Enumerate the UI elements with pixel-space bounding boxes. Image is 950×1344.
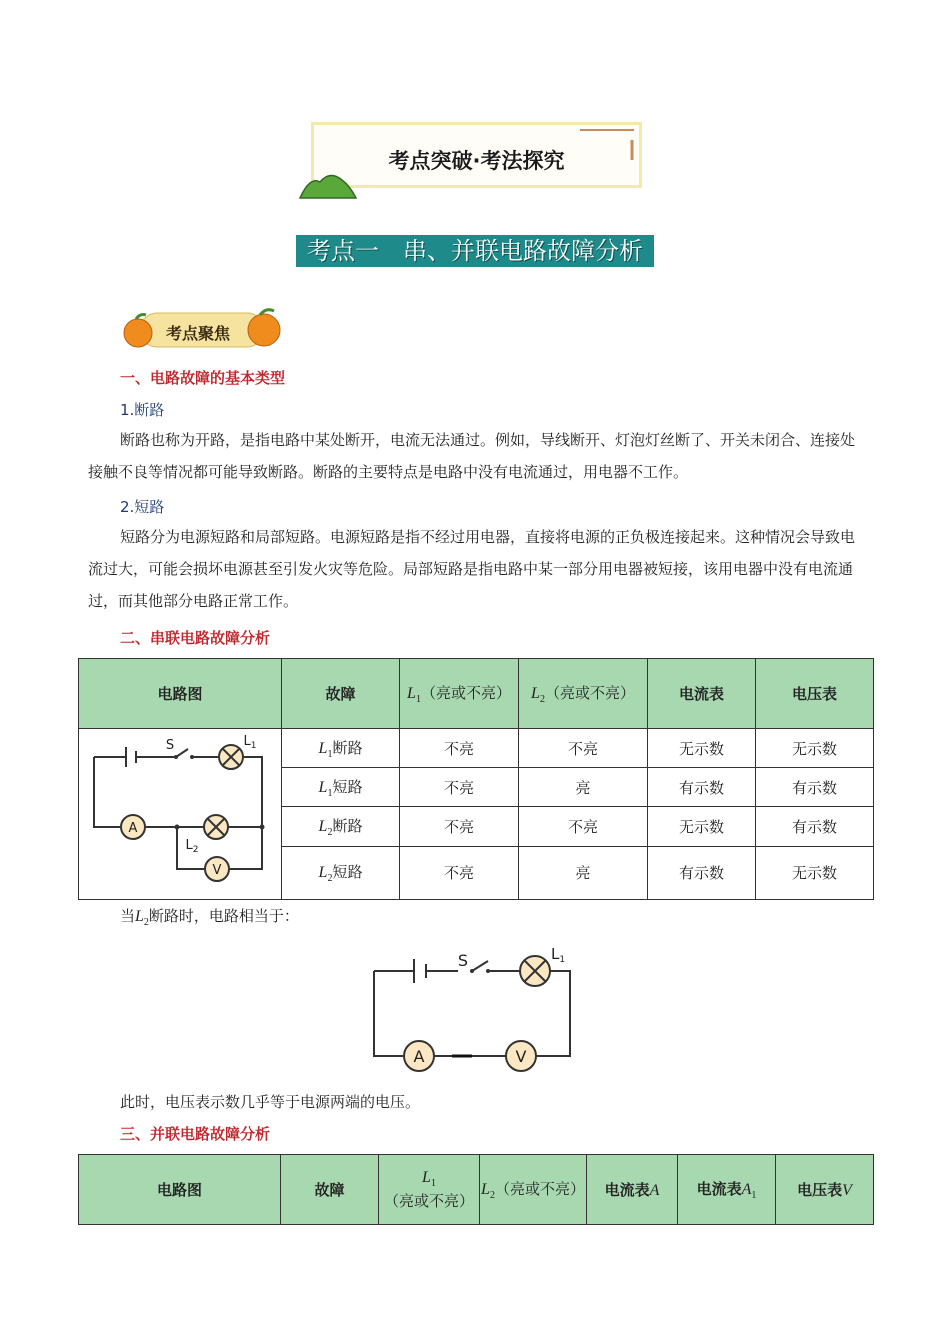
header-voltmeter: 电压表V xyxy=(776,1155,874,1225)
lamp2-icon xyxy=(204,815,228,839)
fault-cell: $L_2$断路 xyxy=(282,807,400,846)
l1-cell: 不亮 xyxy=(400,729,519,768)
equivalent-note: 当$L_2$断路时，电路相当于： xyxy=(120,907,299,929)
fault-cell: $L_1$短路 xyxy=(282,768,400,807)
ammeter-cell: 有示数 xyxy=(648,768,756,807)
header-l2: $L_2$（亮或不亮） xyxy=(480,1155,587,1225)
voltmeter-cell: 无示数 xyxy=(756,729,874,768)
ammeter-label: A xyxy=(128,821,138,836)
header-fault: 故障 xyxy=(282,659,400,729)
open-circuit-label: 1.断路 xyxy=(120,401,165,419)
header-ammeter-a1: 电流表$A_1$ xyxy=(678,1155,776,1225)
header-voltmeter: 电压表 xyxy=(756,659,874,729)
conclusion-text: 此时，电压表示数几乎等于电源两端的电压。 xyxy=(120,1093,421,1111)
header-l1: $L_1$（亮或不亮） xyxy=(379,1155,480,1225)
point-title: 考点一 串、并联电路故障分析 xyxy=(296,235,654,267)
table-row xyxy=(79,729,874,768)
header-ammeter-a: 电流表A xyxy=(587,1155,678,1225)
series-circuit-diagram xyxy=(79,729,282,900)
open-circuit-text: 断路也称为开路，是指电路中某处断开，电流无法通过。例如，导线断开、灯泡灯丝断了、开关未闭合、连接处接触不良等情况都可能导致断路。断路的主要特点是电路中没有电流通过，用电器不工作。 xyxy=(88,431,856,481)
ammeter-cell: 无示数 xyxy=(648,729,756,768)
lamp1-icon xyxy=(219,745,243,769)
fault-cell: $L_2$短路 xyxy=(282,846,400,899)
hill-icon xyxy=(298,168,358,200)
table-header-row xyxy=(79,1155,874,1225)
voltmeter-cell: 有示数 xyxy=(756,807,874,846)
equivalent-circuit-icon xyxy=(360,945,590,1075)
short-circuit-text: 短路分为电源短路和局部短路。电源短路是指不经过用电器，直接将电源的正负极连接起来。这种情况会导致电流过大，可能会损坏电源甚至引发火灾等危险。局部短路是指电路中某一部分用电器被短接，该用电器中没有电流通过，而其他部分电路正常工作。 xyxy=(88,528,856,610)
lamp1-label: $L_1$ xyxy=(550,945,566,965)
short-circuit-label: 2.短路 xyxy=(120,498,165,516)
l1-cell: 不亮 xyxy=(400,807,519,846)
l2-cell: 亮 xyxy=(519,768,648,807)
fault-cell: $L_1$断路 xyxy=(282,729,400,768)
l2-cell: 亮 xyxy=(519,846,648,899)
ammeter-cell: 无示数 xyxy=(648,807,756,846)
table-header-row xyxy=(79,659,874,729)
series-circuit-icon xyxy=(80,729,280,895)
switch-label: S xyxy=(165,738,175,753)
ammeter-cell: 有示数 xyxy=(648,846,756,899)
header-circuit: 电路图 xyxy=(79,659,282,729)
voltmeter-cell: 无示数 xyxy=(756,846,874,899)
lamp2-label: $L_2$ xyxy=(185,838,199,855)
header-fault: 故障 xyxy=(281,1155,379,1225)
header-l1: $L_1$（亮或不亮） xyxy=(400,659,519,729)
l2-cell: 不亮 xyxy=(519,807,648,846)
section2-heading: 二、串联电路故障分析 xyxy=(120,629,271,647)
l1-cell: 不亮 xyxy=(400,768,519,807)
l2-cell: 不亮 xyxy=(519,729,648,768)
header-ammeter: 电流表 xyxy=(648,659,756,729)
section3-heading: 三、并联电路故障分析 xyxy=(120,1125,271,1143)
banner-decoration-icon xyxy=(578,128,638,164)
voltmeter-label: V xyxy=(515,1047,527,1066)
series-fault-table xyxy=(78,658,874,900)
lamp1-label: $L_1$ xyxy=(243,734,257,751)
banner-title: 考点突破·考法探究 xyxy=(388,149,565,173)
focus-label: 考点聚焦 xyxy=(165,324,230,343)
l1-cell: 不亮 xyxy=(400,846,519,899)
lamp1-icon xyxy=(520,956,550,986)
parallel-fault-table xyxy=(78,1154,874,1225)
switch-label: S xyxy=(457,951,469,970)
voltmeter-label: V xyxy=(212,863,222,878)
header-l2: $L_2$（亮或不亮） xyxy=(519,659,648,729)
ammeter-label: A xyxy=(413,1047,425,1066)
voltmeter-cell: 有示数 xyxy=(756,768,874,807)
section1-heading: 一、电路故障的基本类型 xyxy=(120,369,286,387)
header-circuit: 电路图 xyxy=(79,1155,281,1225)
